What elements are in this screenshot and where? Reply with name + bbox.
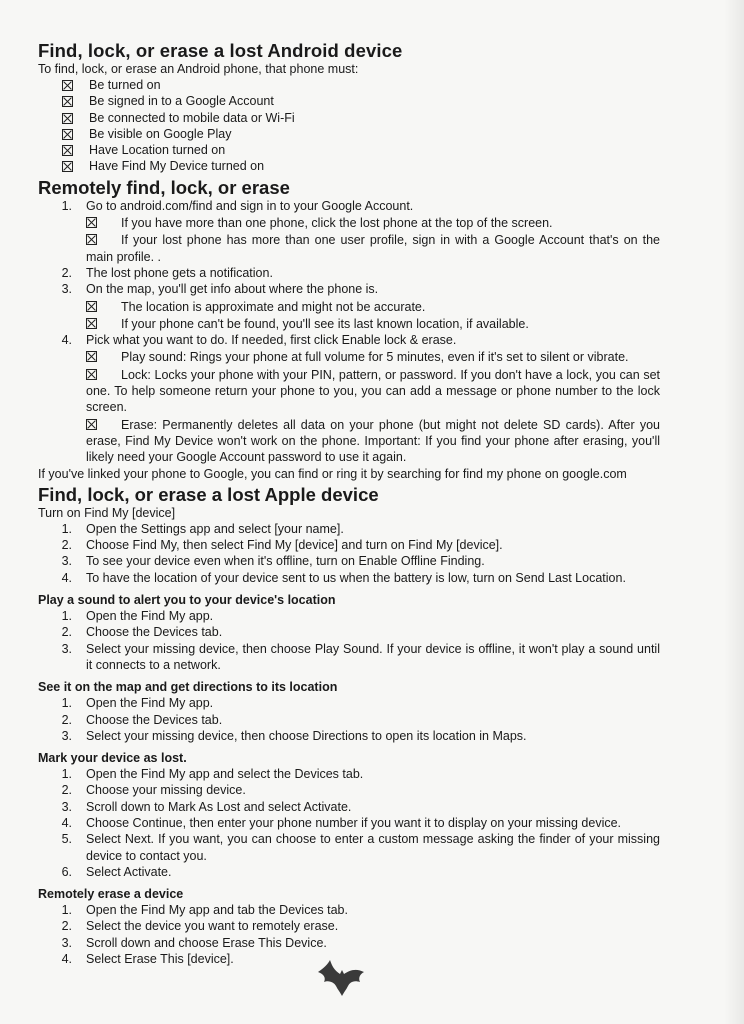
erase-title: Remotely erase a device bbox=[38, 887, 184, 902]
checkbox-icon bbox=[62, 161, 73, 172]
sound-step: 2. Choose the Devices tab. bbox=[61, 625, 223, 640]
checkbox-icon bbox=[86, 217, 97, 228]
lost-title: Mark your device as lost. bbox=[38, 751, 187, 766]
apple-step: 4. To have the location of your device sent to us when the battery is low, turn on Send Last Location. bbox=[61, 570, 626, 585]
lost-step: 5. Select Next. If you want, you can choose to enter a custom message asking the finder of your missing device to contact you. bbox=[61, 832, 660, 863]
android-requirements bbox=[38, 77, 660, 175]
remote-footer: If you've linked your phone to Google, you can find or ring it by searching for find my phone on google.com bbox=[38, 466, 627, 481]
requirement-item: Be visible on Google Play bbox=[38, 126, 660, 142]
checkbox-icon bbox=[62, 80, 73, 91]
remote-substep: If you have more than one phone, click the lost phone at the top of the screen. bbox=[38, 214, 660, 231]
bat-icon bbox=[314, 958, 370, 998]
sound-step: 3. Select your missing device, then choose Play Sound. If your device is offline, it won't play a sound until it connects to a network. bbox=[61, 641, 660, 672]
remote-substep: If your lost phone has more than one user profile, sign in with a Google Account that's on the main profile. . bbox=[86, 233, 660, 264]
sound-title: Play a sound to alert you to your device's location bbox=[38, 593, 336, 608]
apple-step: 1. Open the Settings app and select [your name]. bbox=[61, 521, 344, 536]
requirement-item: Have Location turned on bbox=[38, 142, 660, 158]
erase-step: 2. Select the device you want to remotely erase. bbox=[61, 919, 339, 934]
apple-step: 2. Choose Find My, then select Find My [device] and turn on Find My [device]. bbox=[61, 538, 503, 553]
map-step: 3. Select your missing device, then choose Directions to open its location in Maps. bbox=[61, 728, 527, 743]
remote-step: 1. Go to android.com/find and sign in to your Google Account. bbox=[61, 198, 414, 213]
checkbox-icon bbox=[86, 419, 97, 430]
requirement-item: Have Find My Device turned on bbox=[38, 158, 660, 174]
remote-substep: If your phone can't be found, you'll see its last known location, if available. bbox=[38, 315, 660, 332]
checkbox-icon bbox=[86, 318, 97, 329]
document-page bbox=[38, 40, 660, 967]
requirement-item: Be connected to mobile data or Wi-Fi bbox=[38, 110, 660, 126]
checkbox-icon bbox=[62, 145, 73, 156]
remote-title: Remotely find, lock, or erase bbox=[38, 176, 290, 198]
sound-step: 1. Open the Find My app. bbox=[61, 609, 214, 624]
apple-step: 3. To see your device even when it's offline, turn on Enable Offline Finding. bbox=[61, 554, 485, 569]
lost-step: 6. Select Activate. bbox=[61, 864, 172, 879]
checkbox-icon bbox=[86, 351, 97, 362]
erase-step: 1. Open the Find My app and tab the Devices tab. bbox=[61, 903, 348, 918]
checkbox-icon bbox=[62, 96, 73, 107]
erase-step: 3. Scroll down and choose Erase This Device. bbox=[61, 935, 327, 950]
lost-step: 3. Scroll down to Mark As Lost and select Activate. bbox=[61, 799, 352, 814]
scan-edge bbox=[724, 0, 744, 1024]
remote-substep: Lock: Locks your phone with your PIN, pattern, or password. If you don't have a lock, you can set one. To help someone return your phone to you, you can add a message or phone number to the lock screen. bbox=[86, 367, 660, 415]
requirement-item: Be turned on bbox=[38, 77, 660, 93]
lost-step: 4. Choose Continue, then enter your phone number if you want it to display on your missing device. bbox=[61, 815, 622, 830]
checkbox-icon bbox=[86, 301, 97, 312]
lost-step: 1. Open the Find My app and select the Devices tab. bbox=[61, 767, 364, 782]
checkbox-icon bbox=[62, 129, 73, 140]
remote-substep: The location is approximate and might not be accurate. bbox=[38, 298, 660, 315]
map-step: 2. Choose the Devices tab. bbox=[61, 712, 223, 727]
remote-step: 2. The lost phone gets a notification. bbox=[61, 265, 273, 280]
remote-step: 3. On the map, you'll get info about where the phone is. bbox=[61, 282, 379, 297]
lost-step: 2. Choose your missing device. bbox=[61, 783, 246, 798]
remote-substep: Erase: Permanently deletes all data on your phone (but might not delete SD cards). After you erase, Find My Device won't work on the phone. Important: If you find your phone after erasing, you'll likely need your Google Account password to use it again. bbox=[86, 417, 660, 465]
checkbox-icon bbox=[62, 113, 73, 124]
checkbox-icon bbox=[86, 369, 97, 380]
apple-title: Find, lock, or erase a lost Apple device bbox=[38, 483, 379, 505]
checkbox-icon bbox=[86, 234, 97, 245]
apple-intro: Turn on Find My [device] bbox=[38, 505, 176, 520]
remote-substep: Play sound: Rings your phone at full volume for 5 minutes, even if it's set to silent or vibrate. bbox=[38, 348, 660, 365]
android-title: Find, lock, or erase a lost Android device bbox=[38, 40, 403, 61]
erase-step: 4. Select Erase This [device]. bbox=[61, 952, 234, 967]
remote-step: 4. Pick what you want to do. If needed, first click Enable lock & erase. bbox=[61, 333, 457, 348]
requirement-item: Be signed in to a Google Account bbox=[38, 93, 660, 109]
android-intro: To find, lock, or erase an Android phone, that phone must: bbox=[38, 62, 359, 76]
map-title: See it on the map and get directions to its location bbox=[38, 680, 338, 695]
map-step: 1. Open the Find My app. bbox=[61, 696, 214, 711]
